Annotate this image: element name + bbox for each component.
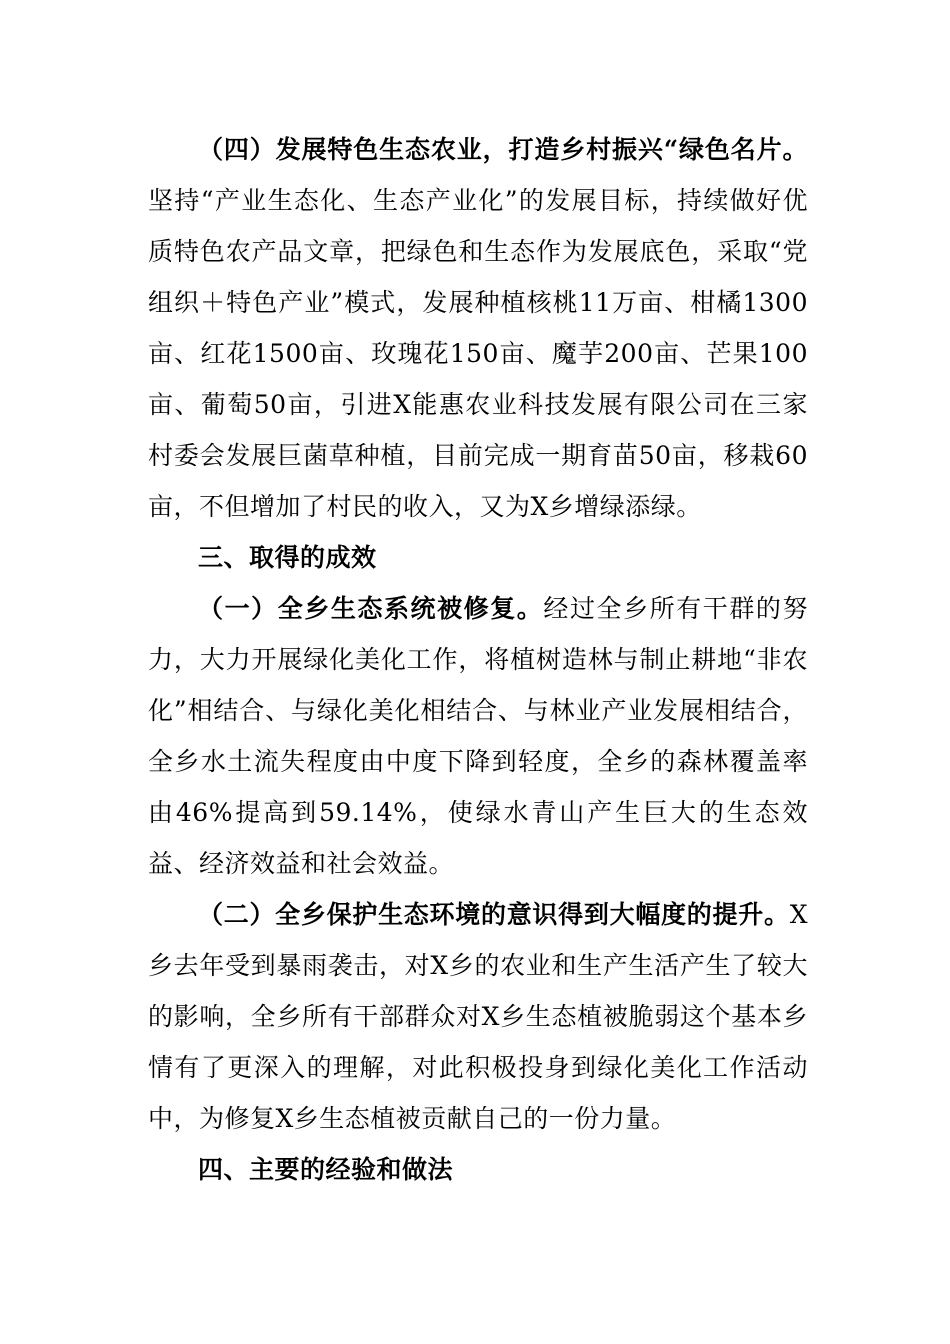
- paragraph-awareness-raised: [148, 889, 808, 1144]
- document-body: [148, 124, 808, 1195]
- subheading-green-agriculture: （四）发展特色生态农业，打造乡村振兴“绿色名片。: [198, 135, 808, 164]
- paragraph-green-agriculture: [148, 124, 808, 532]
- subheading-awareness-raised: （二）全乡保护生态环境的意识得到大幅度的提升。: [198, 900, 790, 929]
- section-heading-experience: 四、主要的经验和做法: [198, 1155, 454, 1184]
- paragraph-text: X乡去年受到暴雨袭击，对X乡的农业和生产生活产生了较大的影响，全乡所有干部群众对X乡生态植被脆弱这个基本乡情有了更深入的理解，对此积极投身到绿化美化工作活动中，为修复X乡生态植被贡献自己的一份力量。: [148, 900, 808, 1133]
- paragraph-ecosystem-restored: [148, 583, 808, 889]
- subheading-ecosystem-restored: （一）全乡生态系统被修复。: [198, 594, 544, 623]
- paragraph-text: 经过全乡所有干群的努力，大力开展绿化美化工作，将植树造林与制止耕地“非农化”相结合、与绿化美化相结合、与林业产业发展相结合，全乡水土流失程度由中度下降到轻度，全乡的森林覆盖率由46%提高到59.14%，使绿水青山产生巨大的生态效益、经济效益和社会效益。: [148, 594, 808, 878]
- section-heading-results: 三、取得的成效: [198, 543, 377, 572]
- paragraph-text: 坚持“产业生态化、生态产业化”的发展目标，持续做好优质特色农产品文章，把绿色和生态作为发展底色，采取“党组织＋特色产业”模式，发展种植核桃11万亩、柑橘1300亩、红花1500亩、玫瑰花150亩、魔芋200亩、芒果100亩、葡萄50亩，引进X能惠农业科技发展有限公司在三家村委会发展巨菌草种植，目前完成一期育苗50亩，移栽60亩，不但增加了村民的收入，又为X乡增绿添绿。: [148, 186, 808, 521]
